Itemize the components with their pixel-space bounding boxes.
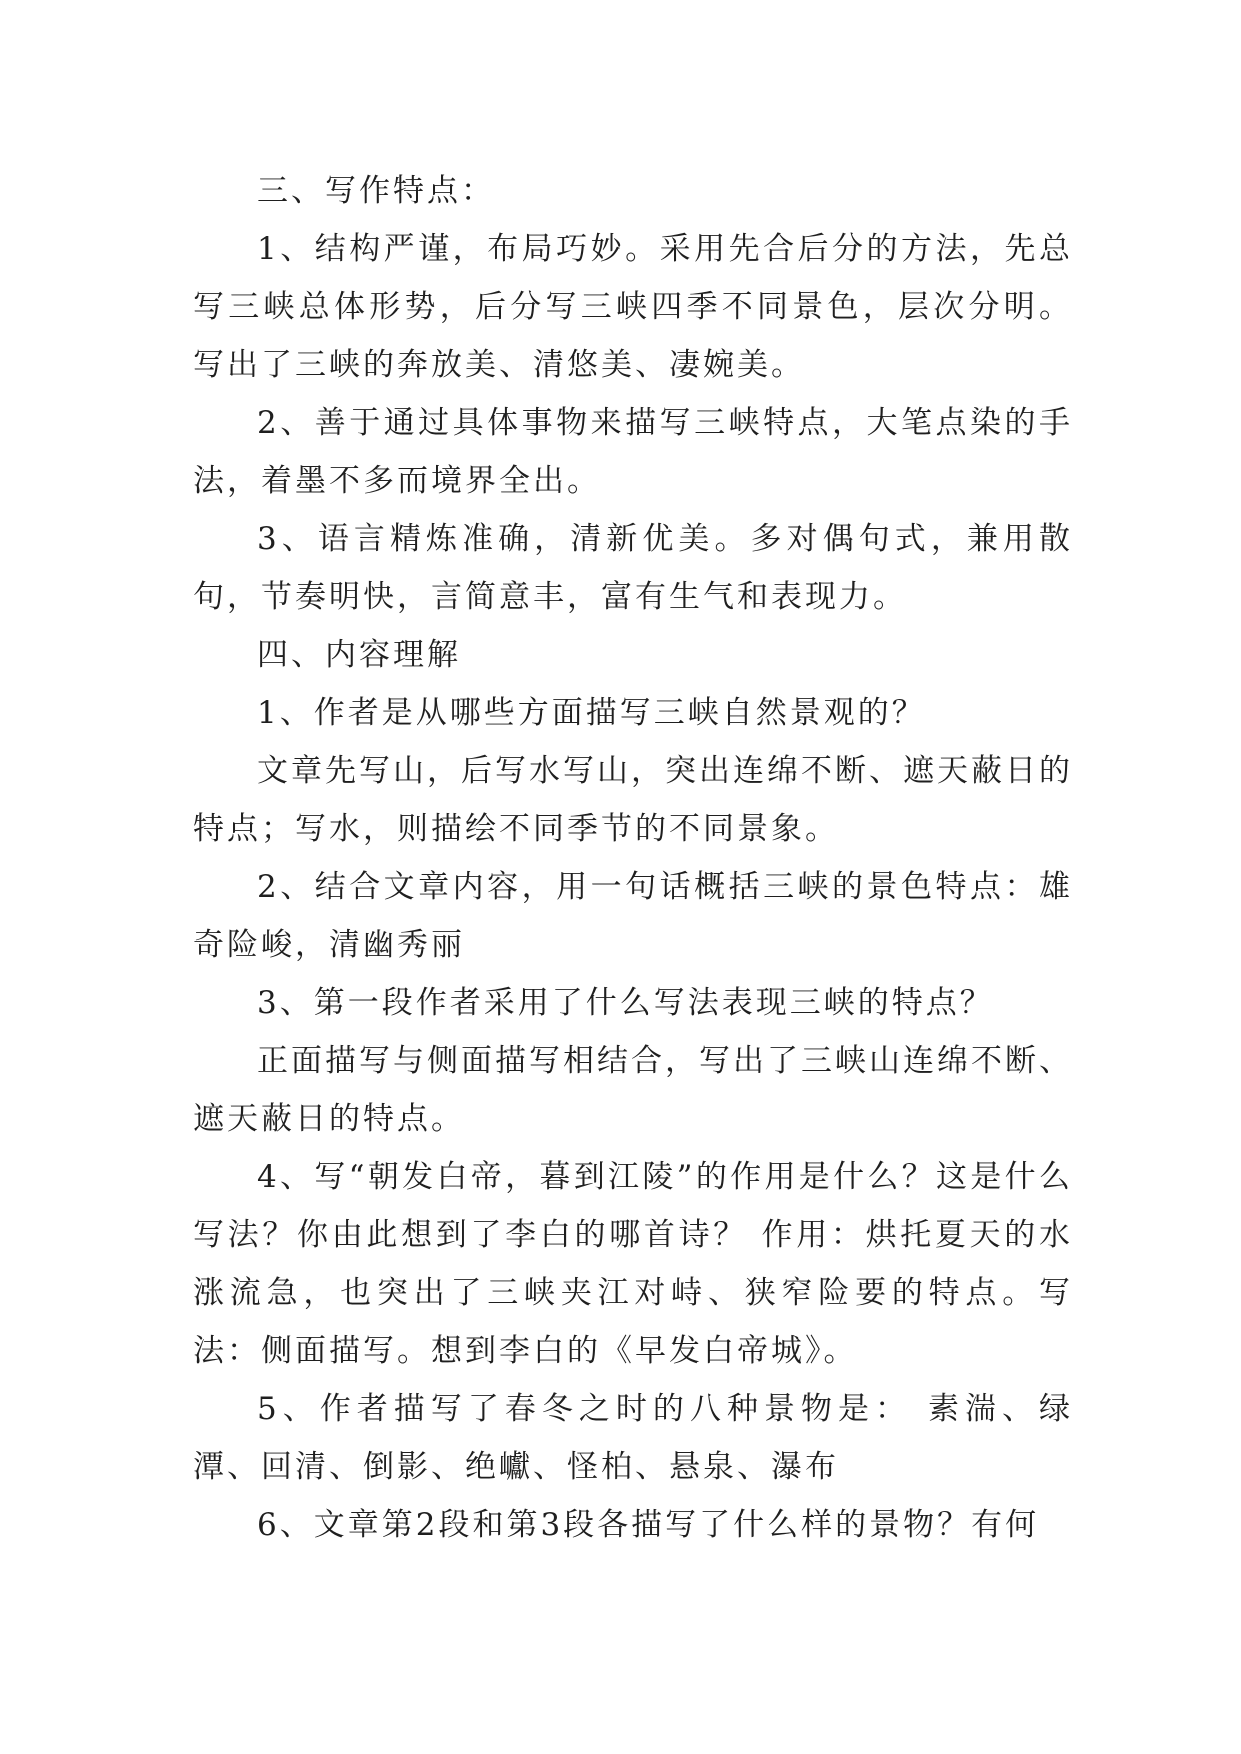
question-answer-4: 4、写“朝发白帝，暮到江陵”的作用是什么？这是什么写法？你由此想到了李白的哪首诗？ 作用：烘托夏天的水涨流急，也突出了三峡夹江对峙、狭窄险要的特点。写法：侧面描写。想到李白的《早发白帝城》。 xyxy=(193,1159,1073,1369)
question-3: 3、第一段作者采用了什么写法表现三峡的特点？ xyxy=(257,985,994,1021)
question-1: 1、作者是从哪些方面描写三峡自然景观的？ xyxy=(257,695,926,731)
question-answer-2: 2、结合文章内容，用一句话概括三峡的景色特点：雄奇险峻，清幽秀丽 xyxy=(193,869,1073,963)
paragraph-feature-2: 2、善于通过具体事物来描写三峡特点，大笔点染的手法，着墨不多而境界全出。 xyxy=(193,405,1073,499)
answer-1: 文章先写山，后写水写山，突出连绵不断、遮天蔽日的特点；写水，则描绘不同季节的不同景象。 xyxy=(193,753,1073,847)
question-answer-5: 5、作者描写了春冬之时的八种景物是： 素湍、绿潭、回清、倒影、绝巘、怪柏、悬泉、瀑布 xyxy=(193,1391,1073,1485)
answer-3: 正面描写与侧面描写相结合，写出了三峡山连绵不断、遮天蔽日的特点。 xyxy=(193,1043,1073,1137)
document-body xyxy=(193,162,1073,1554)
section-heading-writing-features: 三、写作特点： xyxy=(257,173,495,209)
question-6: 6、文章第2段和第3段各描写了什么样的景物？有何 xyxy=(257,1507,1040,1543)
paragraph-feature-1: 1、结构严谨，布局巧妙。采用先合后分的方法，先总写三峡总体形势，后分写三峡四季不同景色，层次分明。写出了三峡的奔放美、清悠美、凄婉美。 xyxy=(193,231,1073,383)
paragraph-feature-3: 3、语言精炼准确，清新优美。多对偶句式，兼用散句，节奏明快，言简意丰，富有生气和表现力。 xyxy=(193,521,1073,615)
section-heading-content-understanding: 四、内容理解 xyxy=(257,637,461,673)
